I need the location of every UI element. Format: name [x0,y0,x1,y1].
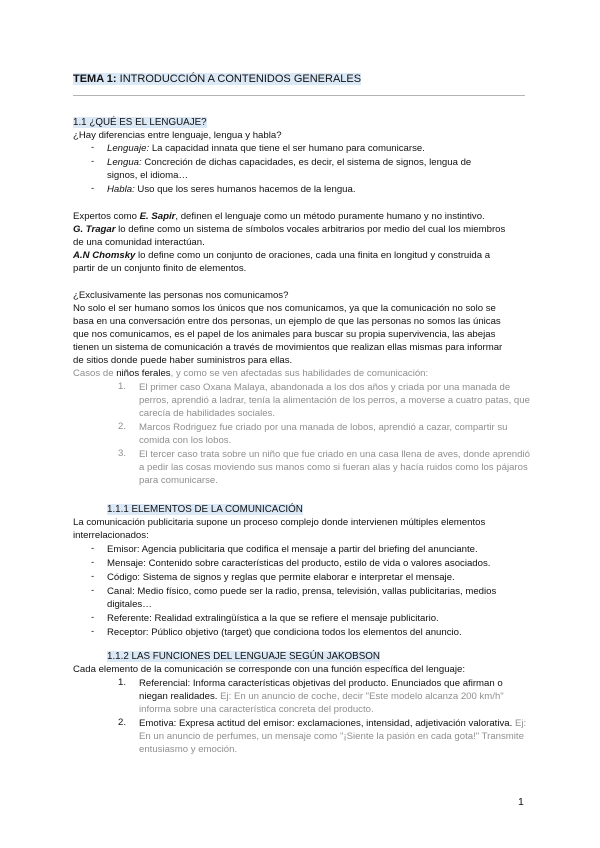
elemento-canal: Canal: Medio físico, como puede ser la radio, prensa, televisión, vallas publicitarias, medios [107,586,497,597]
funcion-referencial: Referencial: Informa características objetivas del producto. Enunciados que afirman o [139,678,503,689]
elemento-referente: Referente: Realidad extralingüística a la que se refiere el mensaje publicitario. [107,613,439,624]
paragraph-chomsky: A.N Chomsky lo define como un conjunto de oraciones, cada una finita en longitud y construida a [73,250,491,261]
funcion-emotiva: Emotiva: Expresa actitud del emisor: exclamaciones, intensidad, adjetivación valorativa. Ej: [139,718,527,729]
caso-1-line: carecía de habilidades sociales. [139,408,275,419]
def-lengua-cont: signos, el idioma… [107,170,189,181]
answer-line: No solo el ser humano somos los únicos que nos comunicamos, ya que la comunicación no solo se [73,303,496,314]
caso-2-line: Marcos Rodriguez fue criado por una manada de lobos, aprendió a cazar, compartir su [139,422,508,433]
answer-line: tienen un sistema de comunicación a través de movimientos que realizan ellas mismas para informar [73,342,503,353]
title-divider [73,95,525,96]
title-prefix: TEMA 1: [73,73,117,85]
funcion-referencial-ejemplo: informa sobre una característica concreta del producto. [139,704,374,715]
funciones-intro: Cada elemento de la comunicación se corresponde con una función específica del lenguaje: [73,664,465,675]
bullet-dash: - [91,183,95,194]
paragraph-tragar: G. Tragar lo define como un sistema de símbolos vocales arbitrarios por medio del cual los miembros [73,224,506,235]
list-number: 2. [118,421,127,432]
answer-line: basa en una conversación entre dos personas, un ejemplo de que las personas no somos las únicas [73,316,501,327]
bullet-dash: - [91,156,95,167]
def-habla: Habla: Uso que los seres humanos hacemos de la lengua. [107,184,356,195]
caso-3-line: El tercer caso trata sobre un niño que fue criado en una casa llena de aves, donde aprendió [139,449,530,460]
bullet-dash: - [91,543,95,554]
funcion-emotiva-ejemplo-cont: entusiasmo y emoción. [139,744,238,755]
elementos-intro: La comunicación publicitaria supone un proceso complejo donde intervienen múltiples elementos [73,517,486,528]
funcion-referencial-cont: niegan realidades. Ej: En un anuncio de coche, decir "Este modelo alcanza 200 km/h" [139,691,504,702]
bullet-dash: - [91,626,95,637]
answer-line: de sitios donde puede haber suministros para ellas. [73,355,293,366]
bullet-dash: - [91,557,95,568]
bullet-dash: - [91,612,95,623]
def-lengua: Lengua: Concreción de dichas capacidades, es decir, el sistema de signos, lengua de [107,157,472,168]
page-number: 1 [518,796,524,808]
elemento-receptor: Receptor: Público objetivo (target) que condiciona todos los elementos del anuncio. [107,627,462,638]
funcion-emotiva-ejemplo: En un anuncio de perfumes, un mensaje como "¡Siente la pasión en cada gota!" Transmite [139,731,524,742]
elemento-emisor: Emisor: Agencia publicitaria que codifica el mensaje a partir del briefing del anunciante. [107,544,478,555]
title-text: INTRODUCCIÓN A CONTENIDOS GENERALES [116,73,362,85]
def-lenguaje: Lenguaje: La capacidad innata que tiene el ser humano para comunicarse. [107,143,425,154]
section-heading-1-1-1: 1.1.1 ELEMENTOS DE LA COMUNICACIÓN [107,504,303,515]
section-heading-1-1-2: 1.1.2 LAS FUNCIONES DEL LENGUAJE SEGÚN JAKOBSON [107,651,380,662]
list-number: 3. [118,448,127,459]
section-heading-1-1: 1.1 ¿QUÉ ES EL LENGUAJE? [73,117,207,128]
caso-1-line: perros, aprendió a ladrar, tenía la alimentación de los perros, a moverse a cuatro patas, que [139,395,530,406]
list-number: 2. [118,717,127,728]
elementos-intro-cont: interrelacionados: [73,530,149,541]
elemento-mensaje: Mensaje: Contenido sobre características del producto, estilo de vida o valores asociados. [107,558,491,569]
paragraph-chomsky-cont: partir de un conjunto finito de elementos. [73,263,247,274]
caso-2-line: comida con los lobos. [139,435,232,446]
page-title [73,72,361,86]
elemento-canal-cont: digitales… [107,599,152,610]
answer-line: que nos comunicamos, es el papel de los animales para buscar su propia supervivencia, las abejas [73,329,496,340]
paragraph-sapir: Expertos como E. Sapir, definen el lenguaje como un método puramente humano y no instintivo. [73,211,485,222]
elemento-codigo: Código: Sistema de signos y reglas que permite elaborar e interpretar el mensaje. [107,572,455,583]
paragraph-tragar-cont: de una comunidad interactúan. [73,237,205,248]
question-1: ¿Hay diferencias entre lenguaje, lengua y habla? [73,130,282,141]
bullet-dash: - [91,142,95,153]
bullet-dash: - [91,571,95,582]
caso-3-line: a pedir las cosas moviendo sus manos como si fueran alas y hacía ruidos como los pájaros [139,462,528,473]
list-number: 1. [118,381,127,392]
bullet-dash: - [91,585,95,596]
list-number: 1. [118,677,127,688]
question-2: ¿Exclusivamente las personas nos comunicamos? [73,290,289,301]
caso-3-line: para comunicarse. [139,475,218,486]
caso-1-line: El primer caso Oxana Malaya, abandonada a los dos años y criada por una manada de [139,382,511,393]
casos-intro: Casos de niños ferales, y como se ven afectadas sus habilidades de comunicación: [73,368,429,379]
